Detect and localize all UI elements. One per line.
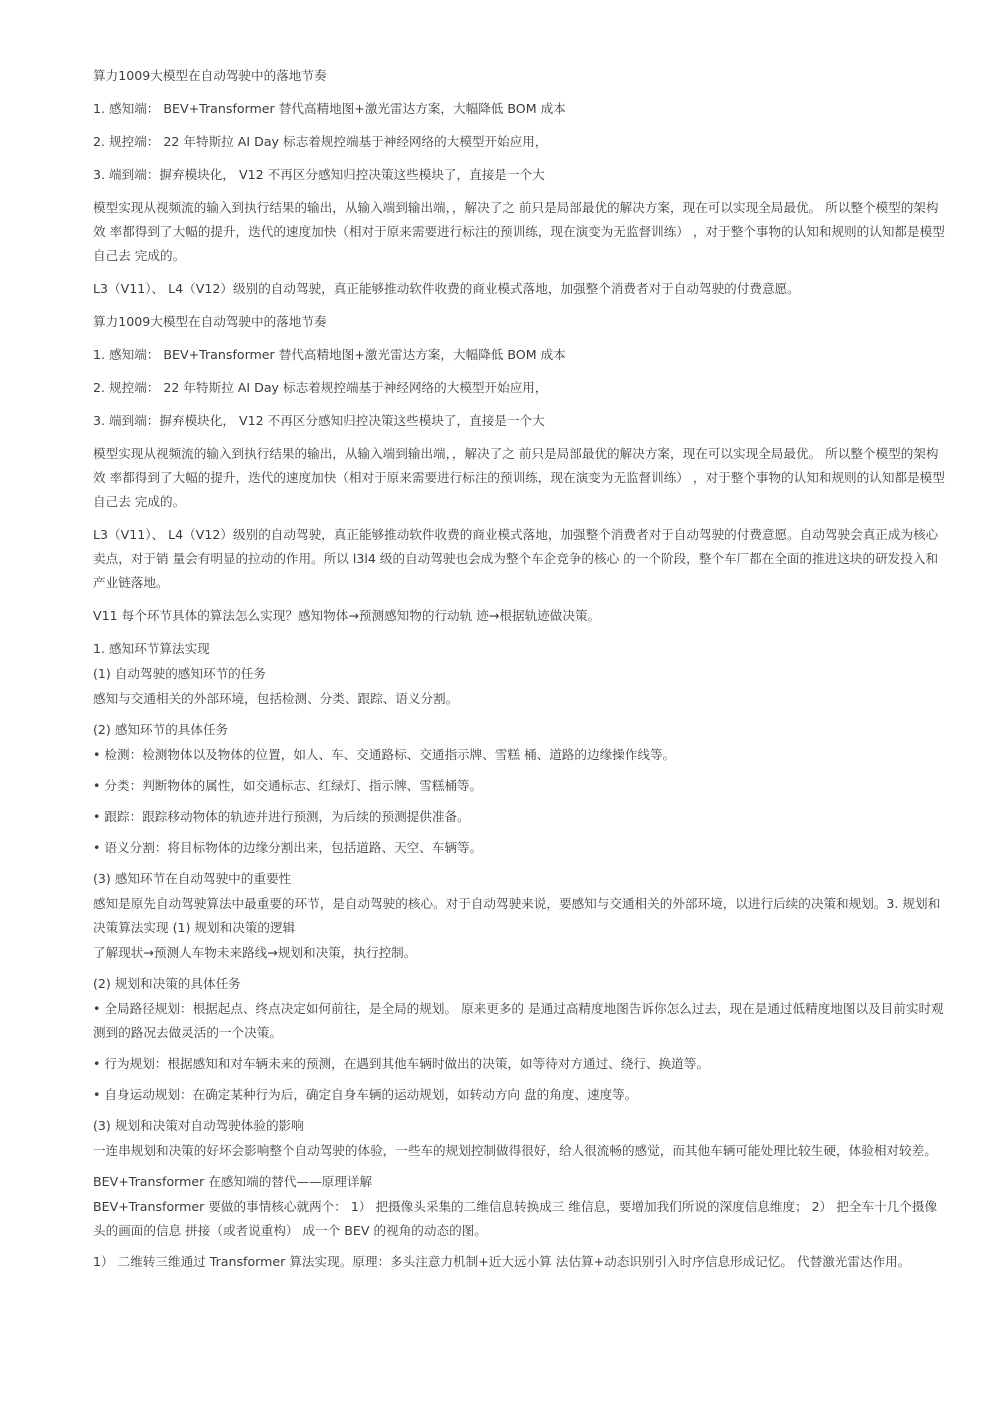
bullet-item: • 语义分割：将目标物体的边缘分割出来，包括道路、天空、车辆等。 [93,840,483,855]
paragraph: 一连串规划和决策的好坏会影响整个自动驾驶的体验，一些车的规划控制做得很好，给人很流畅的感觉，而其他车辆可能处理比较生硬，体验相对较差。 [93,1143,937,1158]
paragraph: 了解现状→预测人车物未来路线→规划和决策，执行控制。 [93,945,417,960]
bullet-item: • 分类：判断物体的属性，如交通标志、红绿灯、指示牌、雪糕桶等。 [93,778,483,793]
subsection-heading: (3) 规划和决策对自动驾驶体验的影响 [93,1118,304,1133]
list-item-perception: 1. 感知端： BEV+Transformer 替代高精地图+激光雷达方案，大幅降低 BOM 成本 [93,101,566,116]
paragraph: L3（V11）、 L4（V12）级别的自动驾驶，真正能够推动软件收费的商业模式落地，加强整个消费者对于自动驾驶的付费意愿。 [93,281,800,296]
subsection-heading: (1) 自动驾驶的感知环节的任务 [93,666,266,681]
subsection-heading: 1. 感知环节算法实现 [93,641,210,656]
list-item-planning: 2. 规控端： 22 年特斯拉 AI Day 标志着规控端基于神经网络的大模型开始应用， [93,380,548,395]
paragraph: 感知是原先自动驾驶算法中最重要的环节，是自动驾驶的核心。对于自动驾驶来说，要感知与交通相关的外部环境，以进行后续的决策和规划。3. 规划和决策算法实现 (1) 规划和决策的逻辑 [93,896,941,935]
bullet-item: • 全局路径规划：根据起点、终点决定如何前往，是全局的规划。 原来更多的 是通过高精度地图告诉你怎么过去，现在是通过低精度地图以及目前实时观 测到的路况去做灵活的一个决策。 [93,1001,944,1040]
subsection-heading: BEV+Transformer 在感知端的替代——原理详解 [93,1174,373,1189]
bullet-item: • 行为规划：根据感知和对车辆未来的预测，在遇到其他车辆时做出的决策，如等待对方通过、绕行、换道等。 [93,1056,709,1071]
list-item-perception: 1. 感知端： BEV+Transformer 替代高精地图+激光雷达方案，大幅降低 BOM 成本 [93,347,566,362]
subsection-heading: (3) 感知环节在自动驾驶中的重要性 [93,871,292,886]
paragraph: 1） 二维转三维通过 Transformer 算法实现。原理：多头注意力机制+近大远小算 法估算+动态识别引入时序信息形成记忆。 代替激光雷达作用。 [93,1254,911,1269]
section-title: 算力1009大模型在自动驾驶中的落地节奏 [93,314,327,329]
subsection-heading: (2) 规划和决策的具体任务 [93,976,241,991]
document-page [93,64,945,1274]
list-item-end-to-end: 3. 端到端：摒弃模块化， V12 不再区分感知归控决策这些模块了，直接是一个大 [93,167,545,182]
bullet-item: • 检测：检测物体以及物体的位置，如人、车、交通路标、交通指示牌、雪糕 桶、道路的边缘操作线等。 [93,747,676,762]
paragraph: BEV+Transformer 要做的事情核心就两个： 1） 把摄像头采集的二维信息转换成三 维信息，要增加我们所说的深度信息维度； 2） 把全车十几个摄像头的画面的信息 拼接（或者说重构） 成一个 BEV 的视角的动态的图。 [93,1199,938,1238]
bullet-item: • 跟踪：跟踪移动物体的轨迹并进行预测，为后续的预测提供准备。 [93,809,470,824]
subsection-heading: (2) 感知环节的具体任务 [93,722,229,737]
paragraph: 模型实现从视频流的输入到执行结果的输出，从输入端到输出端，，解决了之 前只是局部最优的解决方案，现在可以实现全局最优。 所以整个模型的架构效 率都得到了大幅的提升，迭代的速度加快（相对于原来需要进行标注的预训练，现在演变为无监督训练） ，对于整个事物的认知和规则的认知都是模型自己去 完成的。 [93,200,945,263]
section-title: 算力1009大模型在自动驾驶中的落地节奏 [93,68,327,83]
list-item-planning: 2. 规控端： 22 年特斯拉 AI Day 标志着规控端基于神经网络的大模型开始应用， [93,134,548,149]
bullet-item: • 自身运动规划：在确定某种行为后，确定自身车辆的运动规划，如转动方向 盘的角度、速度等。 [93,1087,638,1102]
paragraph: 模型实现从视频流的输入到执行结果的输出，从输入端到输出端，，解决了之 前只是局部最优的解决方案，现在可以实现全局最优。 所以整个模型的架构效 率都得到了大幅的提升，迭代的速度加快（相对于原来需要进行标注的预训练，现在演变为无监督训练） ，对于整个事物的认知和规则的认知都是模型自己去 完成的。 [93,446,945,509]
paragraph: V11 每个环节具体的算法怎么实现？感知物体→预测感知物的行动轨 迹→根据轨迹做决策。 [93,608,601,623]
paragraph: 感知与交通相关的外部环境，包括检测、分类、跟踪、语义分割。 [93,691,459,706]
list-item-end-to-end: 3. 端到端：摒弃模块化， V12 不再区分感知归控决策这些模块了，直接是一个大 [93,413,545,428]
paragraph: L3（V11）、 L4（V12）级别的自动驾驶，真正能够推动软件收费的商业模式落地，加强整个消费者对于自动驾驶的付费意愿。自动驾驶会真正成为核心卖点，对于销 量会有明显的拉动的作用。所以 l3l4 级的自动驾驶也会成为整个车企竞争的核心 的一个阶段，整个车厂都在全面的推进这块的研发投入和产业链落地。 [93,527,939,590]
